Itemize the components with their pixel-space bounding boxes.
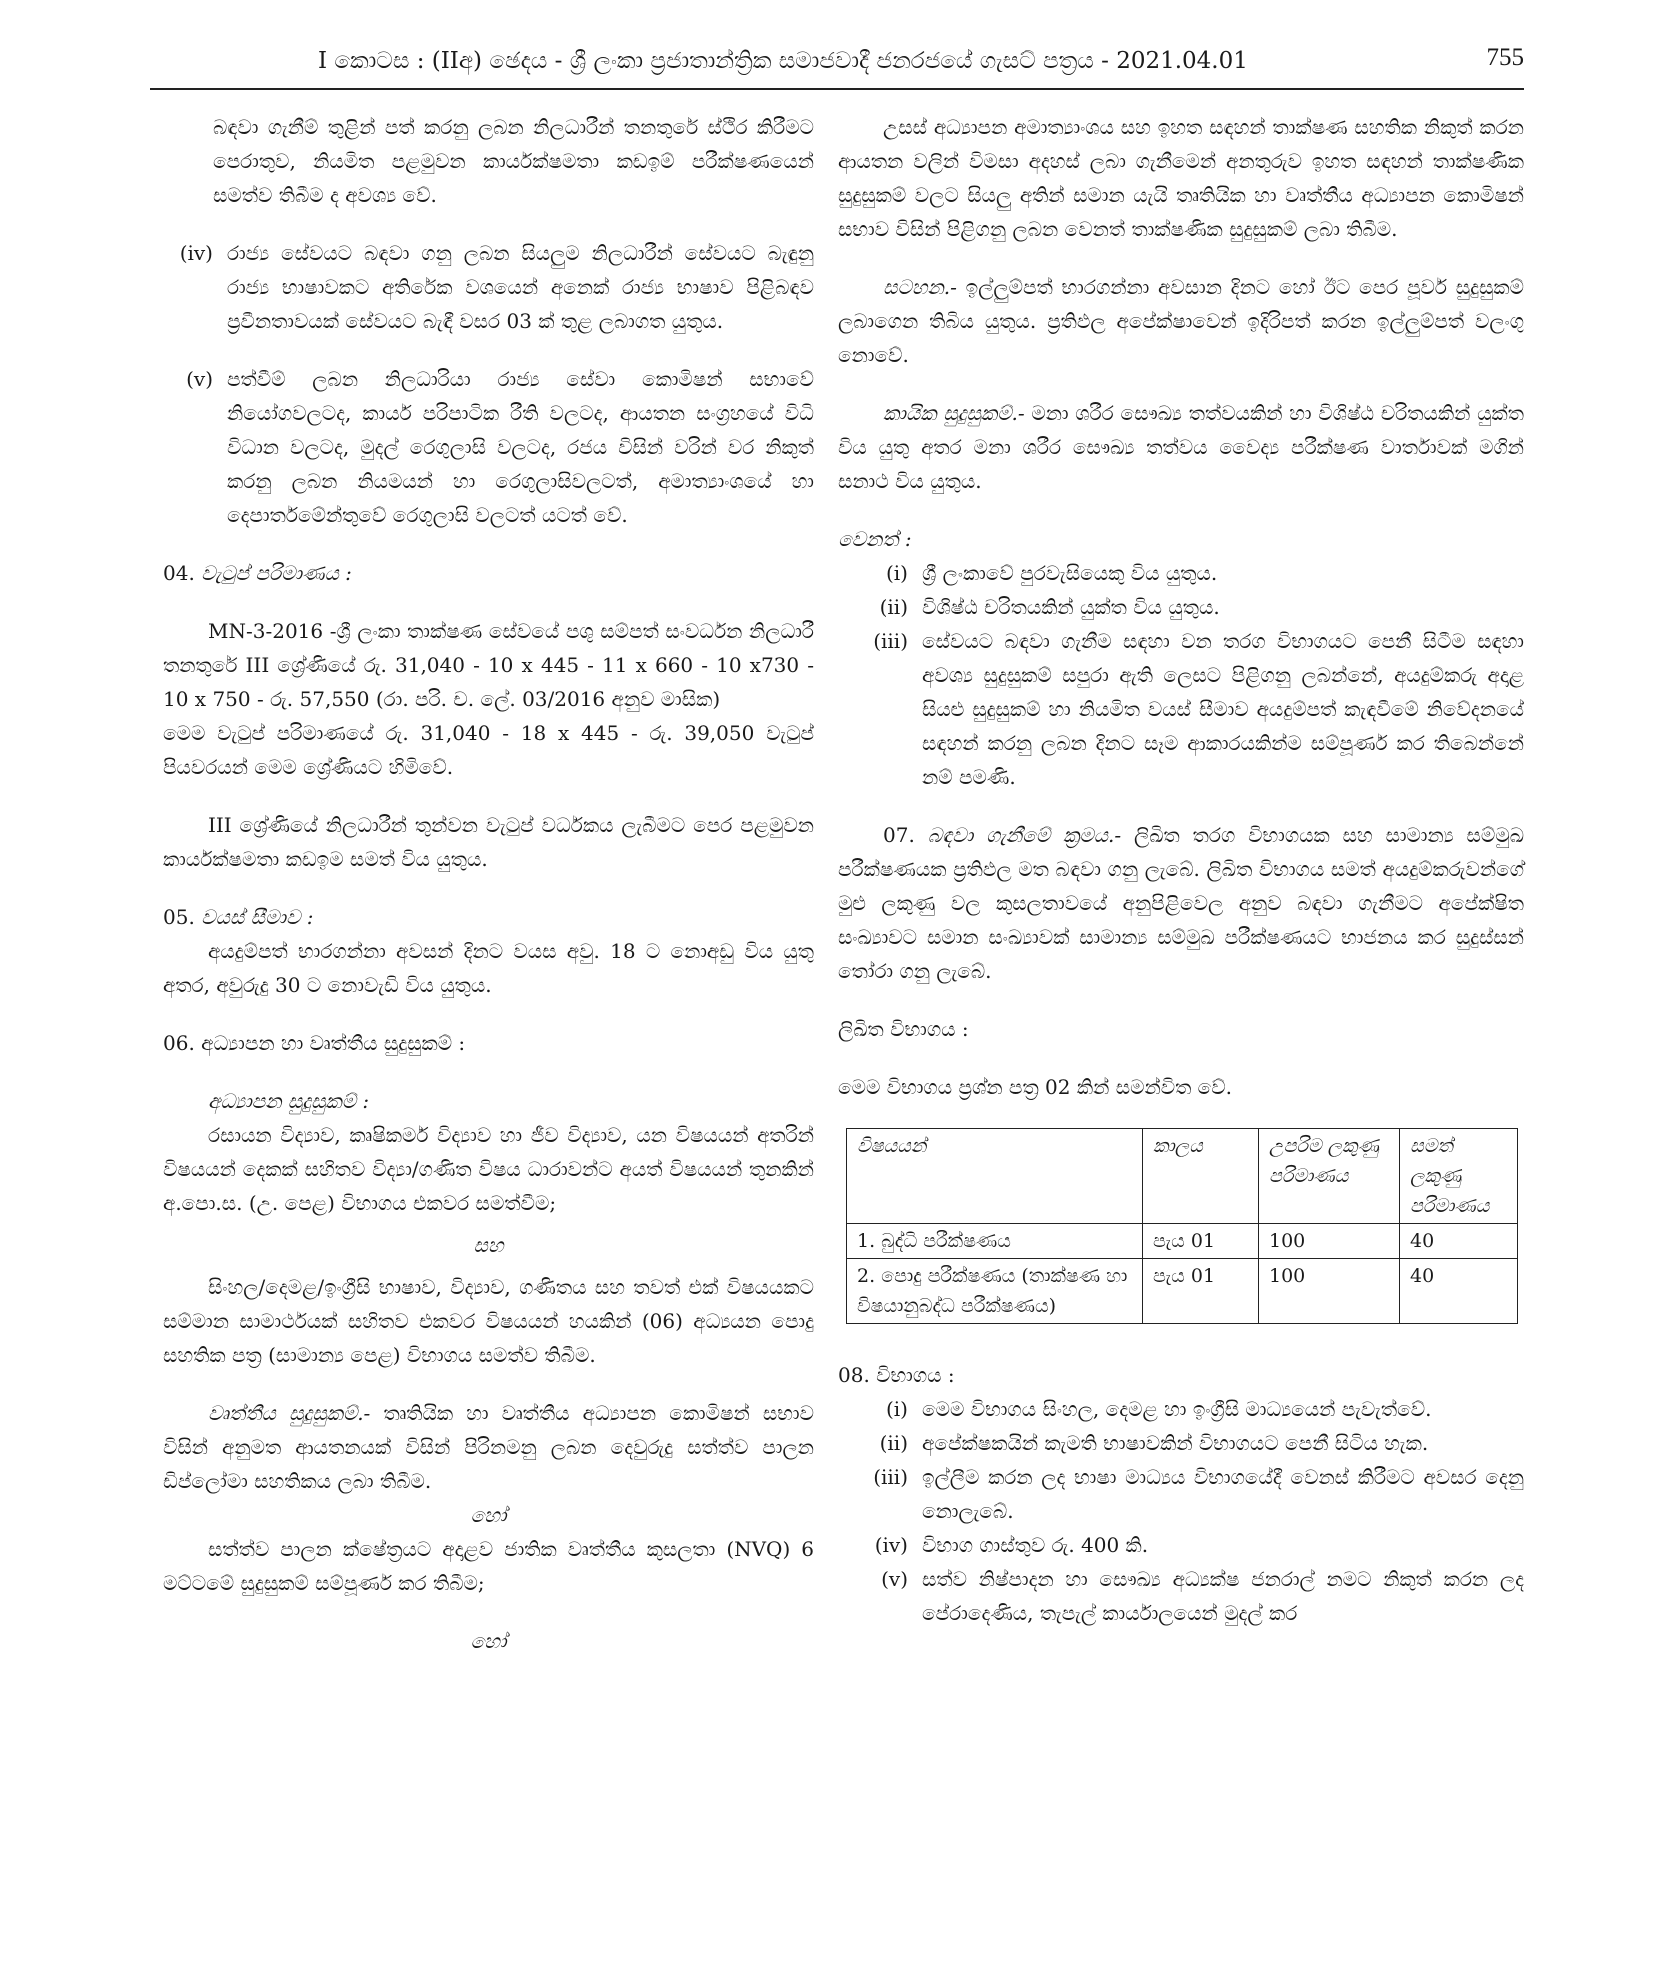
- salary-scale-paragraph: MN-3-2016 -ශ්‍රී ලංකා තාක්ෂණ සේවයේ පශු සම්පත් සංවර්ධන නිලධාරී තනතුරේ III ශ්‍රේණියේ රු. 31,040 - 10 x 445 - 11 x 660 - 10 x730 - 10 x 750 - රු. 57,550 (රා. පරි. ච. ලේ. 03/2016 අනුව මාසික): [163, 619, 814, 711]
- vocational-title: වෘත්තීය සුදුසුකම්.-: [208, 1401, 371, 1425]
- table-row: [847, 1224, 1518, 1259]
- section-08-heading: 08. විභාගය :: [838, 1363, 955, 1387]
- table-header-row: [847, 1129, 1518, 1224]
- item-text: මෙම විභාගය සිංහල, දෙමළ හා ඉංග්‍රීසි මාධ්‍යයෙන් පැවැත්වේ.: [922, 1397, 1432, 1421]
- item-text: විභාග ගාස්තුව රු. 400 කි.: [922, 1533, 1149, 1557]
- table-cell: 100: [1259, 1259, 1400, 1324]
- item-number: (ii): [879, 595, 908, 619]
- item-number: (iii): [873, 629, 908, 653]
- clause-iv: [163, 236, 814, 338]
- column-header-pass-marks: සමත් ලකුණු පරිමාණය: [1400, 1129, 1518, 1224]
- note-title: සටහන.-: [883, 275, 957, 299]
- other-heading: වෙනත් :: [838, 527, 912, 551]
- section-title: බඳවා ගැනීමේ ක්‍රමය.-: [927, 823, 1122, 847]
- clause-text: පත්වීම් ලබන නිලධාරියා රාජ්‍ය සේවා කොමිෂන් සභාවේ නියෝගවලටද, කාර්ය පරිපාටික රීති වලටද, ආයතන සංග්‍රහයේ විධි විධාන වලටද, මුදල් රෙගුලාසි වලටද, රජය විසින් වරින් වර නිකුත් කරනු ලබන නියමයන් හා රෙගුලාසිවලටත්, අමාත්‍යාංශයේ හා දෙපාර්තමේන්තුවේ රෙගුලාසි වලටත් යටත් වේ.: [227, 367, 814, 527]
- list-item: [838, 556, 1524, 590]
- table-cell: 100: [1259, 1224, 1400, 1259]
- note-text: ඉල්ලුම්පත් භාරගන්නා අවසාන දිනට හෝ ඊට පෙර පූර්ව සුදුසුකම් ලබාගෙන තිබිය යුතුය. ප්‍රතිඵල අපේක්ෂාවෙන් ඉදිරිපත් කරන ඉල්ලුම්පත් වලංගු නොවේ.: [838, 275, 1525, 367]
- page-number: 755: [1486, 44, 1524, 71]
- vocational-qualifications-paragraph: [163, 1396, 814, 1498]
- table-cell: 2. පොදු පරීක්ෂණය (තාක්ෂණ හා විෂයානුබද්ධ පරීක්ෂණය): [847, 1259, 1143, 1324]
- item-number: (iv): [874, 1533, 908, 1557]
- recruitment-method-paragraph: [838, 818, 1524, 988]
- other-requirements-list: [838, 556, 1524, 794]
- table-cell: පැය 01: [1143, 1224, 1259, 1259]
- confirmation-paragraph: බඳවා ගැනීම් තුළින් පත් කරනු ලබන නිලධාරීන් තනතුරේ ස්ථිර කිරීමට පෙරාතුව, නියමිත පළමුවන කාර්යක්ෂමතා කඩඉම් පරීක්ෂණයෙන් සමත්ව තිබීම ද අවශ්‍ය වේ.: [213, 115, 814, 207]
- item-number: (i): [885, 1397, 908, 1421]
- column-header-duration: කාලය: [1143, 1129, 1259, 1224]
- column-header-max-marks: උපරිම ලකුණු පරිමාණය: [1259, 1129, 1400, 1224]
- table-cell: 40: [1400, 1224, 1518, 1259]
- item-text: සත්ව නිෂ්පාදන හා සෞඛ්‍ය අධ්‍යක්ෂ ජනරාල් නමට නිකුත් කරන ලද පේරාදෙණිය, තැපැල් කාර්යාලයෙන් මුදල් කර: [922, 1567, 1524, 1625]
- page-header: [318, 42, 1524, 82]
- list-item: [838, 590, 1524, 624]
- or-conjunction: හෝ: [470, 1503, 507, 1527]
- equivalent-qualifications-paragraph: උසස් අධ්‍යාපන අමාත්‍යාංශය සහ ඉහත සඳහන් තාක්ෂණ සහතික නිකුත් කරන ආයතන වලින් විමසා අදහස් ලබා ගැනීමෙන් අනතුරුව ඉහත සඳහන් තාක්ෂණික සුදුසුකම් වලට සියලු අතින් සමාන යැයි තෘතියික හා වෘත්තීය අධ්‍යාපන කොමිෂන් සභාව විසින් පිළිගනු ලබන වෙනත් තාක්ෂණික සුදුසුකම් ලබා තිබීම.: [838, 115, 1524, 241]
- physical-text: මනා ශරීර සෞඛ්‍ය තත්වයකින් හා විශිෂ්ඨ චරිතයකින් යුක්ත විය යුතු අතර මනා ශරීර සෞඛ්‍ය තත්වය වෛද්‍ය පරීක්ෂණ වාර්තාවක් මගින් සනාථ විය යුතුය.: [838, 401, 1524, 493]
- right-column: [838, 110, 1524, 1654]
- section-text: ලිඛිත තරග විභාගයක සහ සාමාන්‍ය සම්මුඛ පරීක්ෂණයක ප්‍රතිඵල මත බඳවා ගනු ලැබේ. ලිඛිත විභාගය සමත් අයදුම්කරුවන්ගේ මුළු ලකුණු වල කුසලතාවයේ අනුපිළිවෙල අනුව බඳවා ගැනීමට අපේක්ෂිත සංඛ්‍යාවට සමාන සංඛ්‍යාවක් සාමාන්‍ය සම්මුඛ පරීක්ෂණයට භාජනය කර සුදුස්සන් තෝරා ගනු ලැබේ.: [838, 823, 1524, 983]
- item-number: (v): [881, 1567, 908, 1591]
- header-divider: [150, 88, 1524, 90]
- list-item: [838, 1426, 1524, 1460]
- vocational-text: තෘතියික හා වෘත්තීය අධ්‍යාපන කොමිෂන් සභාව විසින් අනුමත ආයතනයක් විසින් පිරිනමනු ලබන දෙවුරුදු සත්ත්ව පාලන ඩිප්ලෝමා සහතිකය ලබා තිබීම.: [163, 1401, 814, 1493]
- item-text: ඉල්ලීම කරන ලද භාෂා මාධ්‍යය විභාගයේදී වෙනස් කිරීමට අවසර දෙනු නොලැබේ.: [922, 1465, 1524, 1523]
- section-04-heading: [163, 556, 814, 590]
- education-ol-paragraph: සිංහල/දෙමළ/ඉංග්‍රීසි භාෂාව, විද්‍යාව, ගණිතය සහ තවත් එක් විෂයයකට සම්මාන සාමාර්ථයක් සහිතව එකවර විෂයයන් හයකින් (06) අධ්‍යයන පොදු සහතික පත්‍ර (සාමාන්‍ය පෙළ) විභාගය සමත්ව තිබීම.: [163, 1275, 814, 1367]
- nvq-paragraph: සත්ත්ව පාලන ක්ෂේත්‍රයට අදාළව ජාතික වෘත්තීය කුසලතා (NVQ) 6 මට්ටමේ සුදුසුකම් සම්පූර්ණ කර තිබීම;: [163, 1537, 814, 1595]
- education-qualifications-heading: අධ්‍යාපන සුදුසුකම් :: [208, 1089, 370, 1113]
- table-cell: පැය 01: [1143, 1259, 1259, 1324]
- column-header-subjects: විෂයයන්: [847, 1129, 1143, 1224]
- salary-steps-paragraph: මෙම වැටුප් පරිමාණයේ රු. 31,040 - 18 x 445 - රු. 39,050 වැටුප් පියවරයන් මෙම ශ්‍රේණියට හිමිවේ.: [163, 721, 814, 779]
- or-conjunction: හෝ: [470, 1629, 507, 1653]
- salary-efficiency-paragraph: III ශ්‍රේණියේ නිලධාරීන් තුන්වන වැටුප් වර්ධකය ලැබීමට පෙර පළමුවන කාර්යක්ෂමතා කඩඉම සමත් විය යුතුය.: [163, 813, 814, 871]
- clause-text: රාජ්‍ය සේවයට බඳවා ගනු ලබන සියලුම නිලධාරීන් සේවයට බැඳුනු රාජ්‍ය භාෂාවකට අතිරේක වශයෙන් අනෙක් රාජ්‍ය භාෂාව පිළිබඳව ප්‍රවීනතාවයක් සේවයට බැඳී වසර 03 ක් තුළ ලබාගත යුතුය.: [227, 241, 814, 333]
- section-number: 07.: [883, 823, 915, 847]
- gazette-header-title: I කොටස : (IIඅ) ඡෙදය - ශ්‍රී ලංකා ප්‍රජාතාන්ත්‍රික සමාජවාදී ජනරජයේ ගැසට් පත්‍රය - 2021.04.01: [318, 48, 1248, 74]
- written-exam-description: මෙම විභාගය ප්‍රශ්න පත්‍ර 02 කින් සමන්විත වේ.: [838, 1075, 1233, 1099]
- and-conjunction: සහ: [473, 1233, 504, 1257]
- item-text: ශ්‍රී ලංකාවේ පුරවැසියෙකු විය යුතුය.: [922, 561, 1218, 585]
- item-text: අපේක්ෂකයින් කැමති භාෂාවකින් විභාගයට පෙනී සිටිය හැක.: [922, 1431, 1429, 1455]
- table-row: [847, 1259, 1518, 1324]
- section-number: 04.: [163, 561, 195, 585]
- education-al-paragraph: රසායන විද්‍යාව, කෘෂිකර්ම විද්‍යාව හා ජීව විද්‍යාව, යන විෂයයන් අතරින් විෂයයන් දෙකක් සහිතව විද්‍යා/ගණිත විෂය ධාරාවන්ට අයත් විෂයයන් තුනකින් අ.පො.ස. (උ. පෙළ) විභාගය එකවර සමත්වීම;: [163, 1123, 814, 1215]
- section-05-heading: [163, 900, 814, 934]
- clause-number: (iv): [179, 241, 213, 265]
- list-item: [838, 1562, 1524, 1630]
- physical-qualifications-paragraph: [838, 396, 1524, 498]
- clause-v: [163, 362, 814, 532]
- item-text: විශිෂ්ඨ චරිතයකින් යුක්ත විය යුතුය.: [922, 595, 1220, 619]
- list-item: [838, 1460, 1524, 1528]
- item-number: (i): [885, 561, 908, 585]
- age-limit-paragraph: අයදුම්පත් භාරගන්නා අවසන් දිනට වයස අවු. 18 ට නොඅඩු විය යුතු අතර, අවුරුදු 30 ට නොවැඩි විය යුතුය.: [163, 939, 814, 997]
- list-item: [838, 1528, 1524, 1562]
- physical-title: කායික සුදුසුකම්.-: [883, 401, 1025, 425]
- exam-papers-table: [846, 1128, 1518, 1324]
- note-paragraph: [838, 270, 1524, 372]
- exam-rules-list: [838, 1392, 1524, 1630]
- item-number: (iii): [873, 1465, 908, 1489]
- section-number: 05.: [163, 905, 195, 929]
- item-text: සේවයට බඳවා ගැනීම සඳහා වන තරග විභාගයට පෙනී සිටීම සඳහා අවශ්‍ය සුදුසුකම් සපුරා ඇති ලෙසට පිළිගනු ලබන්නේ, අයදුම්කරු අදාළ සියළු සුදුසුකම් හා නියමිත වයස් සීමාව අයදුම්පත් කැඳවීමේ නිවේදනයේ සඳහන් කරනු ලබන දිනට සෑම ආකාරයකින්ම සම්පූර්ණ කර තිබෙන්නේ නම් පමණි.: [922, 629, 1524, 789]
- list-item: [838, 1392, 1524, 1426]
- section-title: වැටුප් පරිමාණය :: [201, 561, 352, 585]
- table-cell: 1. බුද්ධි පරීක්ෂණය: [847, 1224, 1143, 1259]
- section-06-heading: 06. අධ්‍යාපන හා වෘත්තීය සුදුසුකම් :: [163, 1031, 466, 1055]
- left-column: [163, 110, 814, 1682]
- table-cell: 40: [1400, 1259, 1518, 1324]
- item-number: (ii): [879, 1431, 908, 1455]
- clause-number: (v): [186, 367, 213, 391]
- section-title: වයස් සීමාව :: [201, 905, 314, 929]
- written-exam-heading: ලිඛිත විභාගය :: [838, 1017, 969, 1041]
- list-item: [838, 624, 1524, 794]
